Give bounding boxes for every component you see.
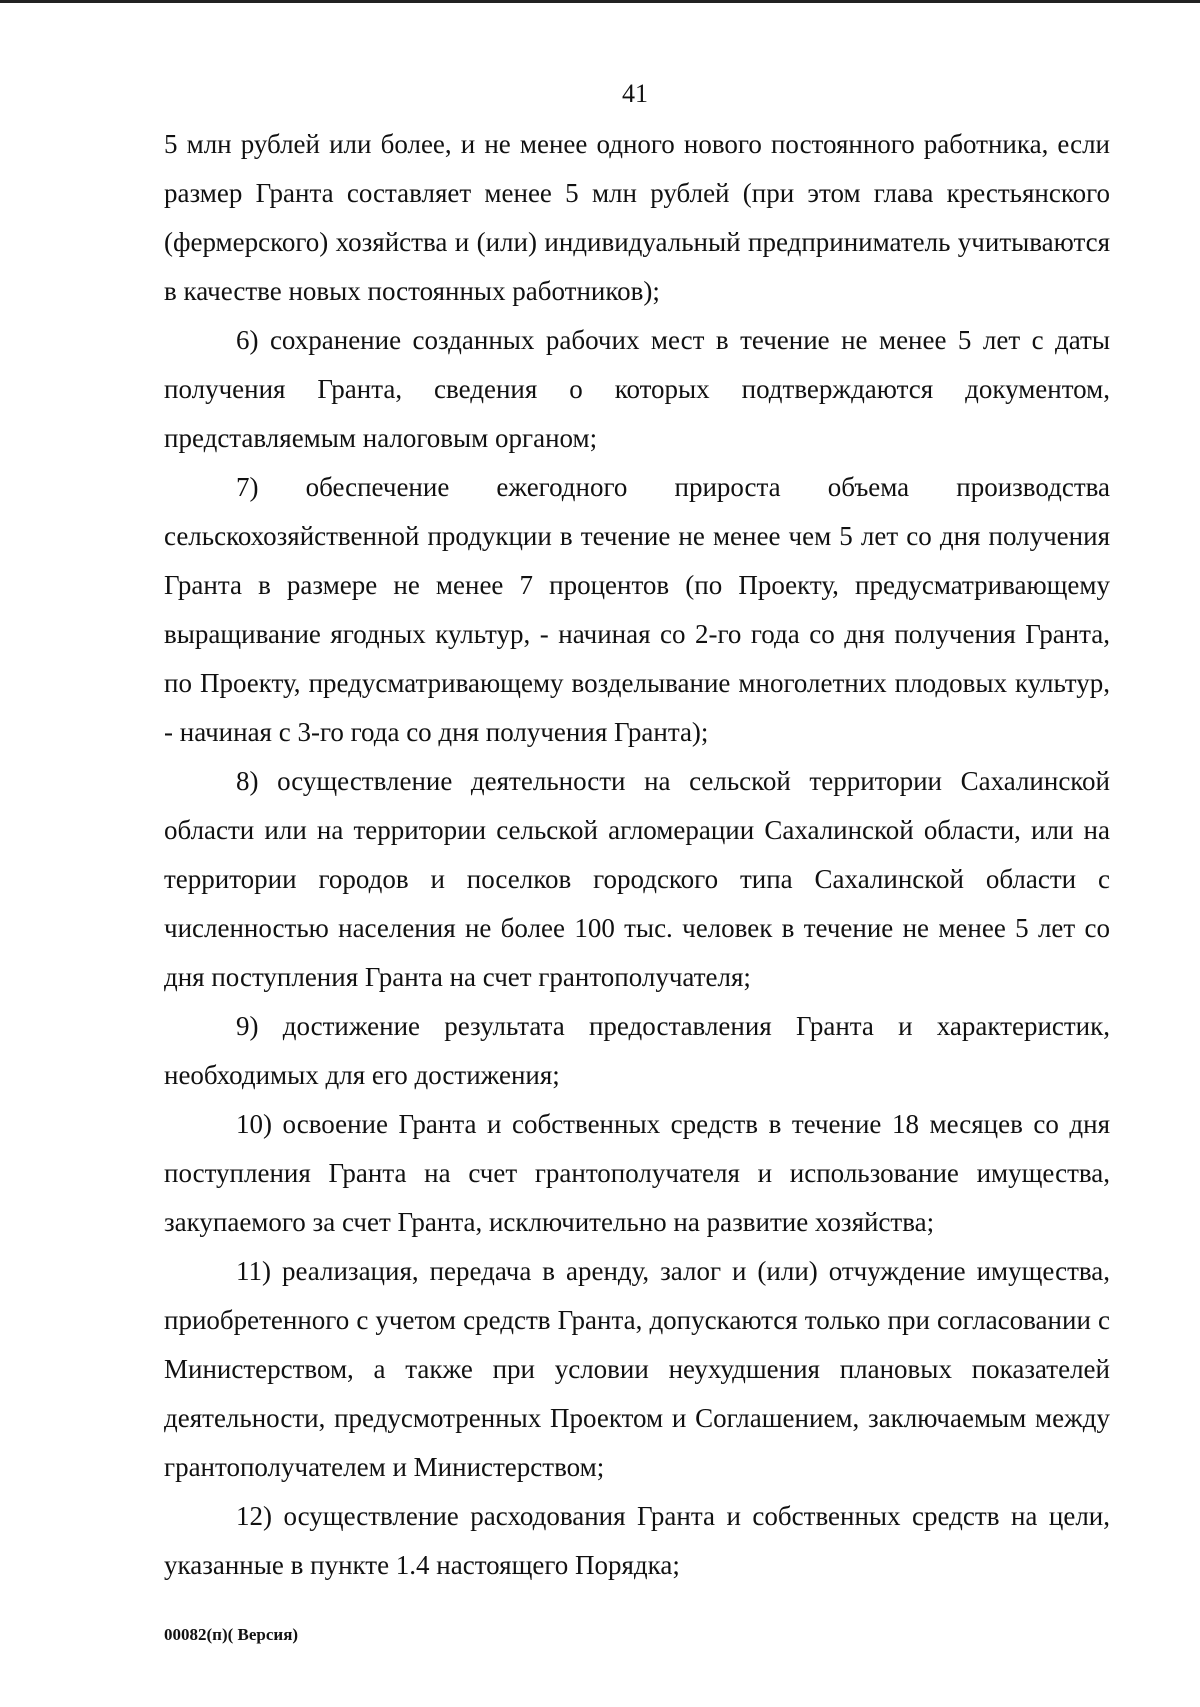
page-number: 41 [622, 79, 648, 108]
paragraph-item-7: 7) обеспечение ежегодного прироста объема производства сельскохозяйственной продукции в течение не менее чем 5 лет со дня получения Гранта в размере не менее 7 процентов (по Проекту, предусматривающему выращивание ягодных культур, - начиная со 2-го года со дня получения Гранта, по Проекту, предусматривающему возделывание многолетних плодовых культур, - начиная с 3-го года со дня получения Гранта); [164, 472, 1110, 747]
footer-document-code: 00082(п)( Версия) [164, 1625, 299, 1644]
paragraph-item-9: 9) достижение результата предоставления Гранта и характеристик, необходимых для его достижения; [164, 1011, 1110, 1090]
paragraph-item-11: 11) реализация, передача в аренду, залог и (или) отчуждение имущества, приобретенного с учетом средств Гранта, допускаются только при согласовании с Министерством, а также при условии неухудшения плановых показателей деятельности, предусмотренных Проектом и Соглашением, заключаемым между грантополучателем и Министерством; [164, 1256, 1110, 1482]
paragraph-item-10: 10) освоение Гранта и собственных средств в течение 18 месяцев со дня поступления Гранта на счет грантополучателя и использование имущества, закупаемого за счет Гранта, исключительно на развитие хозяйства; [164, 1109, 1110, 1237]
paragraph-item-12: 12) осуществление расходования Гранта и собственных средств на цели, указанные в пункте 1.4 настоящего Порядка; [164, 1501, 1110, 1580]
paragraph-item-8: 8) осуществление деятельности на сельской территории Сахалинской области или на территории сельской агломерации Сахалинской области, или на территории городов и поселков городского типа Сахалинской области с численностью населения не более 100 тыс. человек в течение не менее 5 лет со дня поступления Гранта на счет грантополучателя; [164, 766, 1110, 992]
document-body [164, 120, 1110, 1590]
paragraph-item-6: 6) сохранение созданных рабочих мест в течение не менее 5 лет с даты получения Гранта, сведения о которых подтверждаются документом, представляемым налоговым органом; [164, 325, 1110, 453]
top-border-line [0, 0, 1200, 3]
paragraph-continuation: 5 млн рублей или более, и не менее одного нового постоянного работника, если размер Гранта составляет менее 5 млн рублей (при этом глава крестьянского (фермерского) хозяйства и (или) индивидуальный предприниматель учитываются в качестве новых постоянных работников); [164, 129, 1110, 306]
